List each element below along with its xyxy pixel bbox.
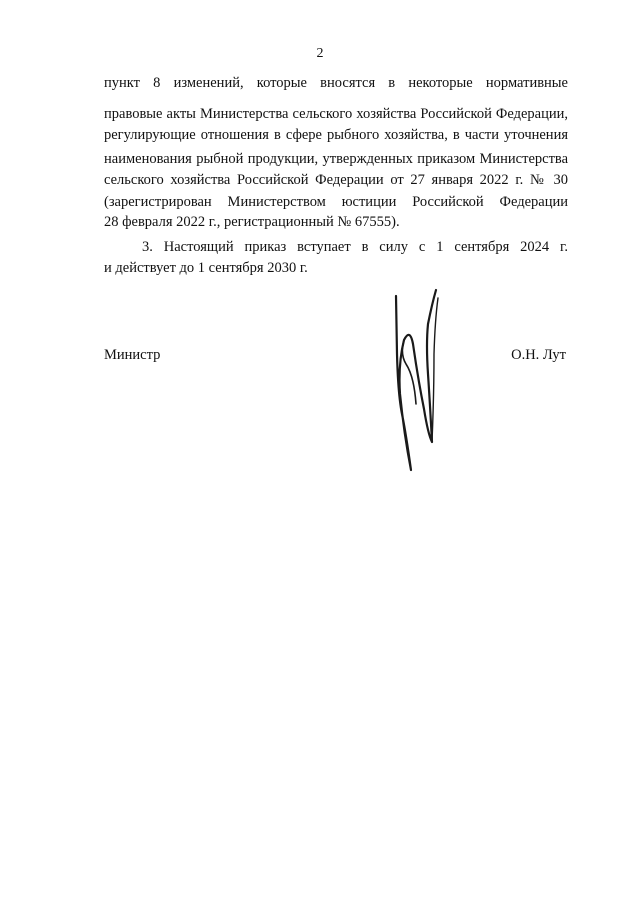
paragraph-line: 28 февраля 2022 г., регистрационный № 67555). <box>104 214 400 230</box>
paragraph-line: правовые акты Министерства сельского хозяйства Российской Федерации, <box>104 106 568 122</box>
paragraph-line: сельского хозяйства Российской Федерации от 27 января 2022 г. № 30 <box>104 172 568 188</box>
paragraph-line: регулирующие отношения в сфере рыбного хозяйства, в части уточнения <box>104 127 568 143</box>
paragraph-line: (зарегистрирован Министерством юстиции Российской Федерации <box>104 194 568 210</box>
paragraph-line: пункт 8 изменений, которые вносятся в некоторые нормативные <box>104 75 568 91</box>
handwritten-signature <box>380 284 450 476</box>
paragraph-line: наименования рыбной продукции, утвержденных приказом Министерства <box>104 151 568 167</box>
paragraph-line: 3. Настоящий приказ вступает в силу с 1 сентября 2024 г. <box>142 239 568 255</box>
paragraph-line: и действует до 1 сентября 2030 г. <box>104 260 308 276</box>
page-number: 2 <box>316 46 324 61</box>
signatory-title: Министр <box>104 347 161 363</box>
signatory-name: О.Н. Лут <box>511 347 566 363</box>
